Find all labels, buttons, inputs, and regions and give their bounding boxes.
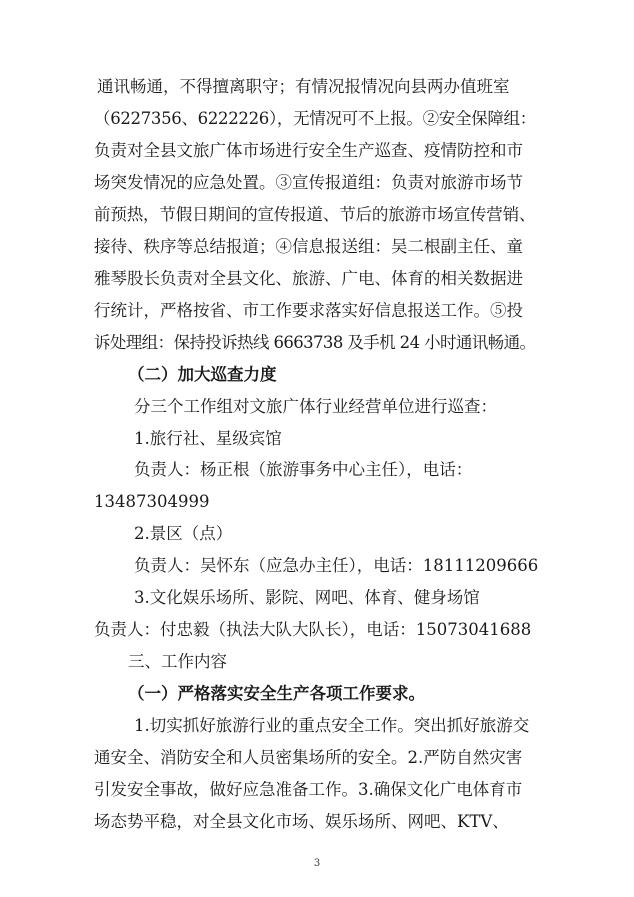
body-line: 雅琴股长负责对全县文化、旅游、广电、体育的相关数据进 (94, 269, 523, 288)
body-line: 诉处理组：保持投诉热线 6663738 及手机 24 小时通讯畅通。 (94, 333, 536, 352)
body-line: 场态势平稳，对全县文化市场、娱乐场所、网吧、KTV、 (94, 812, 509, 831)
body-line: 负责对全县文旅广体市场进行安全生产巡查、疫情防控和市 (94, 141, 523, 160)
body-line: 通安全、消防安全和人员密集场所的安全。2.严防自然灾害 (94, 748, 523, 767)
body-line: 分三个工作组对文旅广体行业经营单位进行巡查： (134, 397, 497, 416)
body-line: 行统计，严格按省、市工作要求落实好信息报送工作。⑤投 (94, 301, 523, 320)
page-number: 3 (313, 858, 321, 869)
body-line: （6227356、6222226），无情况可不上报。②安全保障组： (94, 109, 536, 128)
body-line: 接待、秩序等总结报道；④信息报送组：吴二根副主任、童 (94, 237, 523, 256)
section-heading: 三、工作内容 (128, 652, 227, 671)
body-line: 场突发情况的应急处置。③宣传报道组：负责对旅游市场节 (94, 173, 523, 192)
body-line: 通讯畅通，不得擅离职守；有情况报情况向县两办值班室 (97, 77, 510, 96)
body-line: 前预热，节假日期间的宣传报道、节后的旅游市场宣传营销、 (94, 205, 536, 224)
body-line: 负责人：杨正根（旅游事务中心主任），电话： (134, 460, 473, 479)
body-line: 1.切实抓好旅游行业的重点安全工作。突出抓好旅游交 (134, 716, 530, 735)
body-line: 3.文化娱乐场所、影院、网吧、体育、健身场馆 (134, 588, 480, 607)
section-heading: （二）加大巡查力度 (128, 365, 277, 384)
subsection-heading: （一）严格落实安全生产各项工作要求。 (128, 684, 425, 703)
body-line: 1.旅行社、星级宾馆 (134, 429, 282, 448)
body-line: 引发安全事故，做好应急准备工作。3.确保文化广电体育市 (94, 780, 523, 799)
body-line: 13487304999 (94, 492, 210, 511)
body-line: 负责人：吴怀东（应急办主任），电话：18111209666 (134, 556, 539, 575)
body-line: 负责人：付忠毅（执法大队大队长），电话：15073041688 (94, 620, 532, 639)
body-line: 2.景区（点） (134, 524, 233, 543)
